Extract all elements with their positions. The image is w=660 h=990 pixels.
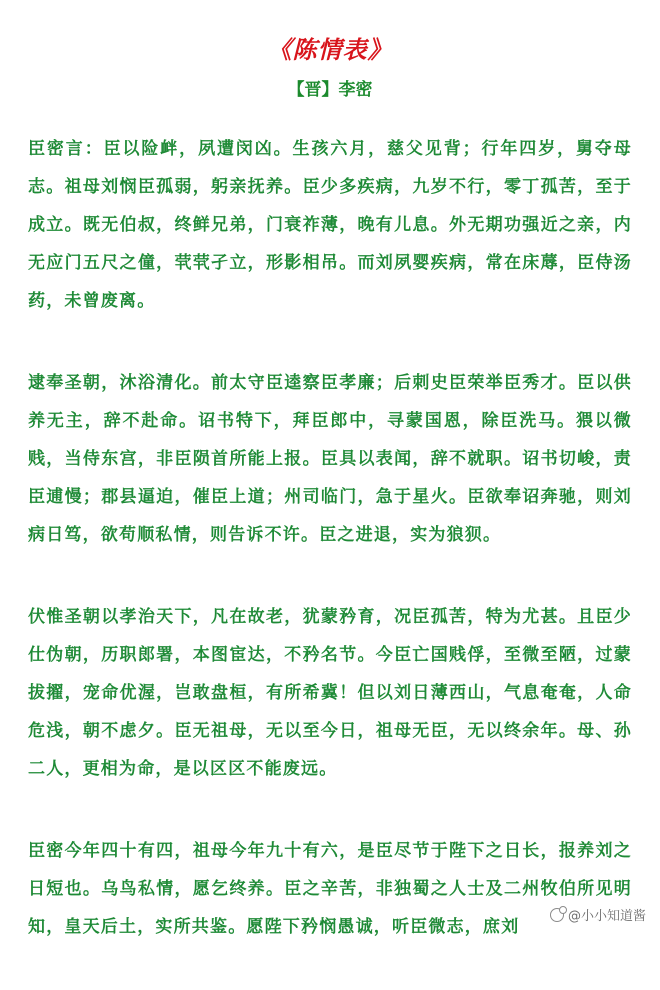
weibo-icon xyxy=(550,908,564,922)
document-title: 《陈情表》 xyxy=(267,36,393,64)
watermark-text: @小小知道酱 xyxy=(567,909,646,924)
author-name: 李密 xyxy=(338,80,373,100)
paragraph-4: 臣密今年四十有四，祖母今年九十有六，是臣尽节于陛下之日长，报养刘之日短也。乌鸟私情，愿乞终养。臣之辛苦，非独蜀之人士及二州牧伯所见明知，皇天后土，实所共鉴。愿陛下矜悯愚诚，听臣微志，庶刘 xyxy=(28,841,632,937)
dynasty-label: 【晋】 xyxy=(287,80,339,100)
paragraph-3: 伏惟圣朝以孝治天下，凡在故老，犹蒙矜育，况臣孤苦，特为尤甚。且臣少仕伪朝，历职郎署，本图宦达，不矜名节。今臣亡国贱俘，至微至陋，过蒙拔擢，宠命优渥，岂敢盘桓，有所希冀！但以刘日薄西山，气息奄奄，人命危浅，朝不虑夕。臣无祖母，无以至今日，祖母无臣，无以终余年。母、孙二人，更相为命，是以区区不能废远。 xyxy=(28,607,632,779)
paragraph-1: 臣密言：臣以险衅，夙遭闵凶。生孩六月，慈父见背；行年四岁，舅夺母志。祖母刘悯臣孤弱，躬亲抚养。臣少多疾病，九岁不行，零丁孤苦，至于成立。既无伯叔，终鲜兄弟，门衰祚薄，晚有儿息。外无期功强近之亲，内无应门五尺之僮，茕茕孑立，形影相吊。而刘夙婴疾病，常在床蓐，臣侍汤药，未曾废离。 xyxy=(28,139,632,311)
paragraph-2: 逮奉圣朝，沐浴清化。前太守臣逵察臣孝廉；后刺史臣荣举臣秀才。臣以供养无主，辞不赴命。诏书特下，拜臣郎中，寻蒙国恩，除臣洗马。猥以微贱，当侍东宫，非臣陨首所能上报。臣具以表闻，辞不就职。诏书切峻，责臣逋慢；郡县逼迫，催臣上道；州司临门，急于星火。臣欲奉诏奔驰，则刘病日笃，欲苟顺私情，则告诉不许。臣之进退，实为狼狈。 xyxy=(28,373,632,545)
document-body xyxy=(28,130,632,990)
author-line xyxy=(0,75,660,100)
watermark xyxy=(550,905,646,924)
